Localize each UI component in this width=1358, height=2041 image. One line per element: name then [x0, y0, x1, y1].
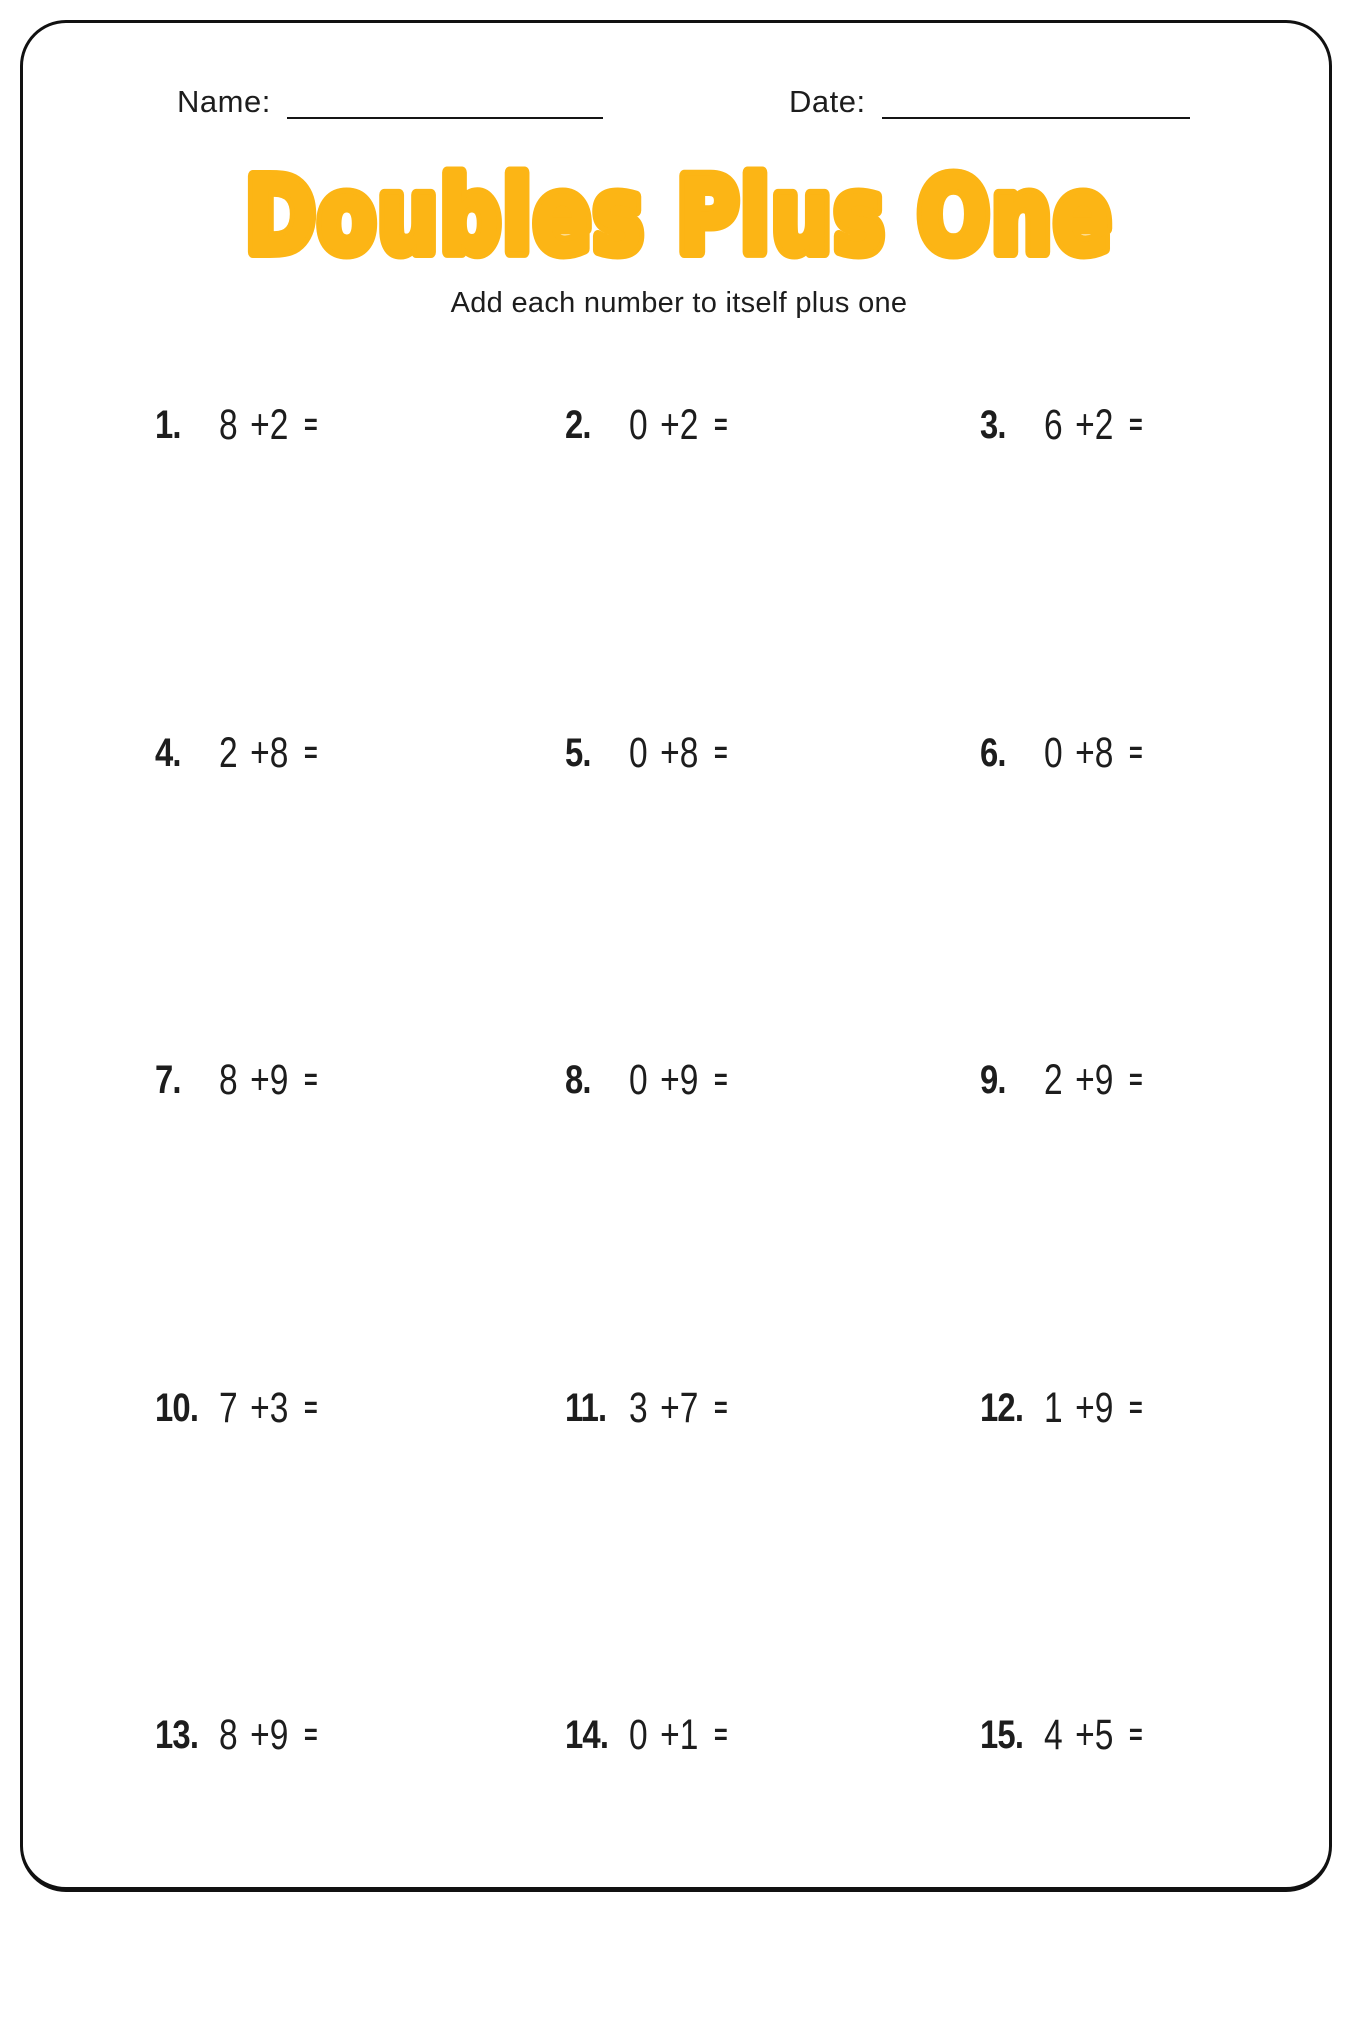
problem-7: [155, 1058, 565, 1386]
plus-addend-2: +8: [660, 728, 699, 777]
problem-number: 4.: [155, 730, 181, 775]
addend-1: 3: [629, 1383, 648, 1432]
problems-grid: [155, 403, 1335, 2041]
addend-1: 2: [219, 728, 238, 777]
problem-number: 13.: [155, 1713, 199, 1757]
problem-number: 7.: [155, 1058, 181, 1102]
addend-1: 8: [219, 1056, 238, 1104]
problem-number: 2.: [565, 403, 591, 447]
addend-1: 0: [1044, 728, 1063, 777]
equals-sign: =: [1128, 1718, 1143, 1751]
plus-addend-2: +5: [1075, 1711, 1114, 1759]
problem-number: 9.: [980, 1058, 1006, 1102]
equals-sign: =: [713, 735, 728, 769]
page-title: Doubles Plus One: [245, 155, 1113, 277]
problem-number: 5.: [565, 730, 591, 775]
title-artwork: [0, 146, 1358, 286]
problem-expression: [1044, 1056, 1143, 1105]
equals-sign: =: [713, 1718, 728, 1751]
addend-1: 8: [219, 1711, 238, 1759]
equals-sign: =: [1128, 408, 1143, 441]
addend-1: 8: [219, 401, 238, 449]
problem-expression: [219, 1056, 318, 1105]
plus-addend-2: +1: [660, 1711, 699, 1759]
problem-number: 12.: [980, 1385, 1024, 1430]
addend-1: 0: [629, 1056, 648, 1104]
addend-1: 0: [629, 401, 648, 449]
plus-addend-2: +9: [660, 1056, 699, 1104]
problem-15: [980, 1713, 1335, 2041]
problem-expression: [629, 1384, 728, 1433]
plus-addend-2: +2: [1075, 401, 1114, 449]
problem-number: 14.: [565, 1713, 609, 1757]
problem-expression: [629, 1711, 728, 1760]
plus-addend-2: +9: [250, 1056, 289, 1104]
date-field: [789, 84, 1190, 120]
plus-addend-2: +8: [250, 728, 289, 777]
problem-13: [155, 1713, 565, 2041]
problem-5: [565, 728, 980, 1059]
addend-1: 0: [629, 1711, 648, 1759]
problem-14: [565, 1713, 980, 2041]
plus-addend-2: +9: [250, 1711, 289, 1759]
plus-addend-2: +7: [660, 1383, 699, 1432]
equals-sign: =: [713, 408, 728, 441]
name-field: [177, 84, 603, 120]
addend-1: 0: [629, 728, 648, 777]
problem-10: [155, 1383, 565, 1714]
addend-1: 1: [1044, 1383, 1063, 1432]
equals-sign: =: [1128, 735, 1143, 769]
problem-expression: [629, 401, 728, 450]
plus-addend-2: +2: [250, 401, 289, 449]
equals-sign: =: [303, 1390, 318, 1424]
problem-number: 3.: [980, 403, 1006, 447]
name-label: Name:: [177, 84, 271, 119]
name-write-line: [287, 116, 603, 119]
problem-expression: [219, 1384, 318, 1433]
problem-expression: [219, 729, 318, 778]
problem-number: 15.: [980, 1713, 1024, 1757]
problem-expression: [629, 1056, 728, 1105]
problem-number: 6.: [980, 730, 1006, 775]
equals-sign: =: [303, 735, 318, 769]
plus-addend-2: +2: [660, 401, 699, 449]
problem-1: [155, 403, 565, 731]
problem-number: 8.: [565, 1058, 591, 1102]
equals-sign: =: [1128, 1390, 1143, 1424]
equals-sign: =: [303, 408, 318, 441]
date-label: Date:: [789, 84, 866, 119]
problem-expression: [1044, 401, 1143, 450]
problem-3: [980, 403, 1335, 731]
problem-2: [565, 403, 980, 731]
addend-1: 2: [1044, 1056, 1063, 1104]
problem-expression: [1044, 1711, 1143, 1760]
addend-1: 4: [1044, 1711, 1063, 1759]
problem-12: [980, 1383, 1335, 1714]
instructions-text: Add each number to itself plus one: [450, 287, 908, 319]
plus-addend-2: +9: [1075, 1383, 1114, 1432]
plus-addend-2: +9: [1075, 1056, 1114, 1104]
problem-expression: [219, 1711, 318, 1760]
problem-4: [155, 728, 565, 1059]
addend-1: 7: [219, 1383, 238, 1432]
equals-sign: =: [713, 1063, 728, 1096]
problem-expression: [1044, 1384, 1143, 1433]
addend-1: 6: [1044, 401, 1063, 449]
equals-sign: =: [713, 1390, 728, 1424]
plus-addend-2: +8: [1075, 728, 1114, 777]
problem-8: [565, 1058, 980, 1386]
problem-9: [980, 1058, 1335, 1386]
equals-sign: =: [303, 1718, 318, 1751]
equals-sign: =: [1128, 1063, 1143, 1096]
problem-expression: [629, 729, 728, 778]
problem-number: 1.: [155, 403, 181, 447]
date-write-line: [882, 116, 1190, 119]
problem-expression: [219, 401, 318, 450]
problem-number: 10.: [155, 1385, 199, 1430]
problem-6: [980, 728, 1335, 1059]
problem-number: 11.: [565, 1385, 607, 1430]
plus-addend-2: +3: [250, 1383, 289, 1432]
equals-sign: =: [303, 1063, 318, 1096]
problem-expression: [1044, 729, 1143, 778]
problem-11: [565, 1383, 980, 1714]
